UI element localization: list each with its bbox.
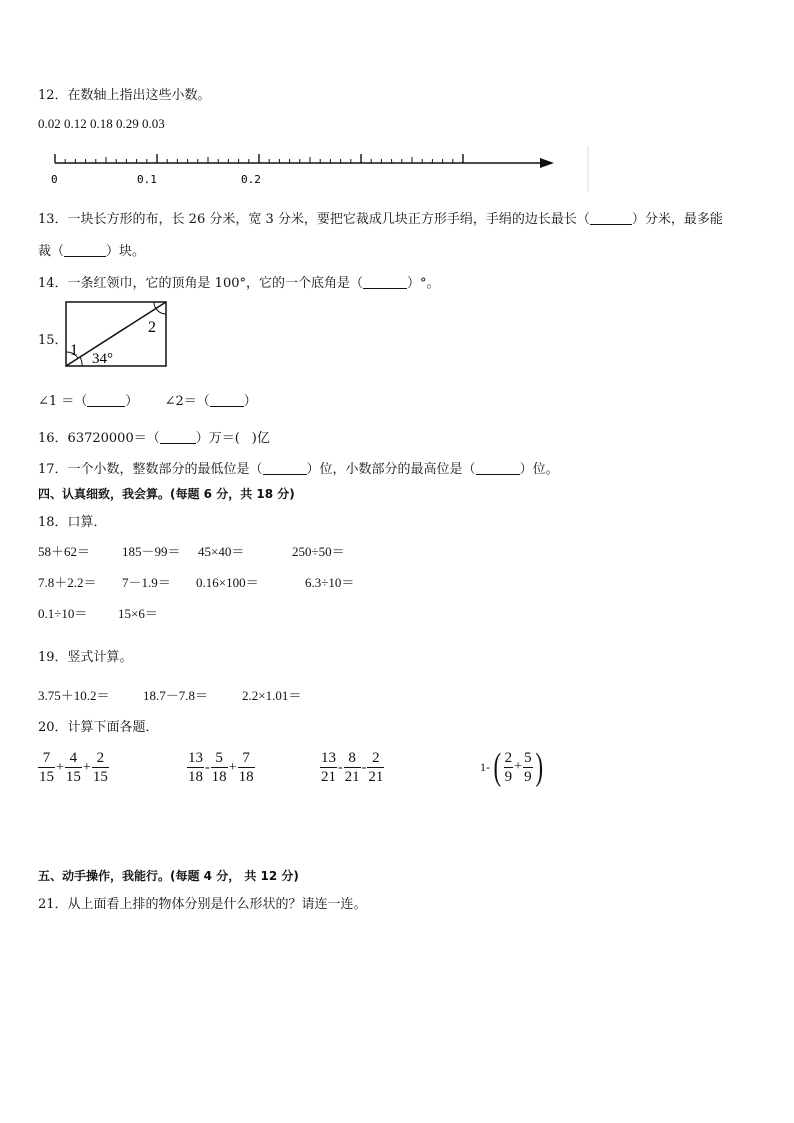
q20-expr-3: $\frac{13}{21}$ - $\frac{8}{21}$ - $\frac{2}{21}$ — [321, 750, 384, 785]
q18-r1-c1: 58＋62＝ — [38, 544, 91, 559]
q16-text-c: )亿 — [251, 431, 270, 446]
axis-label-0: 0 — [51, 173, 58, 186]
number-line-ticks — [55, 154, 463, 163]
angle1-label: 1 — [70, 342, 78, 359]
q14-line — [38, 272, 440, 291]
q17-blank-2[interactable] — [476, 462, 520, 475]
q15-answers — [38, 390, 257, 409]
fraction: $\frac{7}{18}$ — [238, 750, 254, 785]
q19-title: 19．竖式计算。 — [38, 650, 133, 665]
fraction: $\frac{2}{9}$ — [504, 749, 513, 785]
q13-text-c: 裁（ — [38, 244, 65, 259]
angle2-label: 2 — [148, 319, 156, 336]
q13-text-b: ）分米，最多能 — [631, 212, 723, 227]
q14-text-a: 14．一条红领巾，它的顶角是 100°，它的一个底角是（ — [38, 276, 363, 291]
q15-blank-2[interactable] — [210, 394, 244, 407]
q18-r3-c2: 15×6＝ — [118, 606, 158, 621]
fraction: $\frac{5}{18}$ — [211, 750, 227, 785]
q12-decimals: 0.02 0.12 0.18 0.29 0.03 — [38, 116, 165, 131]
q18-r2-c1: 7.8＋2.2＝ — [38, 575, 97, 590]
q18-r3-c1: 0.1÷10＝ — [38, 606, 88, 621]
q18-r1-c2: 185－99＝ — [122, 544, 181, 559]
q18-r1-c4: 250÷50＝ — [292, 544, 345, 559]
q16-line — [38, 427, 270, 446]
q19-item-2: 18.7－7.8＝ — [143, 688, 209, 703]
q13-blank-2[interactable] — [64, 244, 106, 257]
fraction: $\frac{13}{21}$ — [321, 750, 336, 785]
q20-expr-1: $\frac{7}{15}$ + $\frac{4}{15}$ + $\frac{2}{15}$ — [39, 750, 108, 785]
q13-line1 — [38, 208, 723, 227]
q19-item-3: 2.2×1.01＝ — [242, 688, 302, 703]
q14-text-b: ）°。 — [407, 276, 440, 291]
q18-title: 18．口算． — [38, 515, 107, 530]
fraction: $\frac{7}{15}$ — [39, 750, 54, 785]
fraction: $\frac{13}{18}$ — [188, 750, 203, 785]
q17-text-b: ）位，小数部分的最高位是（ — [306, 462, 476, 477]
q18-r2-c2: 7－1.9＝ — [122, 575, 171, 590]
q12-prompt: 12．在数轴上指出这些小数。 — [38, 88, 211, 103]
q15-blank-1[interactable] — [87, 394, 125, 407]
q16-blank-1[interactable] — [160, 431, 196, 444]
q13-line2 — [38, 240, 145, 259]
q21-prompt: 21．从上面看上排的物体分别是什么形状的？请连一连。 — [38, 897, 367, 912]
q20-expr-4: 1- ( $\frac{2}{9}$ + $\frac{5}{9}$ ) — [480, 746, 543, 788]
angle34-arc — [80, 357, 82, 366]
section5-heading: 五、动手操作，我能行。(每题 4 分， 共 12 分) — [38, 869, 299, 883]
q17-blank-1[interactable] — [263, 462, 307, 475]
q16-text-b: ）万＝( — [195, 431, 240, 446]
rectangle-figure — [62, 300, 170, 370]
q15-ans2-b: ） — [243, 394, 257, 409]
q13-blank-1[interactable] — [590, 212, 632, 225]
q16-text-a: 16．63720000＝（ — [38, 431, 160, 446]
angle-value-label: 34° — [92, 351, 113, 367]
q17-line — [38, 458, 559, 477]
section4-heading: 四、认真细致，我会算。(每题 6 分，共 18 分) — [38, 487, 295, 501]
q15-ans1-b: ） — [125, 394, 139, 409]
fraction: $\frac{8}{21}$ — [344, 750, 360, 785]
q18-r1-c3: 45×40＝ — [198, 544, 245, 559]
q17-text-c: ）位。 — [519, 462, 559, 477]
axis-label-0-2: 0.2 — [241, 173, 261, 186]
axis-label-0-1: 0.1 — [137, 173, 157, 186]
q14-blank[interactable] — [363, 276, 407, 289]
fraction: $\frac{2}{21}$ — [368, 750, 384, 785]
number-line — [40, 142, 600, 194]
fraction: $\frac{4}{15}$ — [65, 750, 81, 785]
q15-ans1-a: ∠1 ＝（ — [38, 394, 88, 409]
fraction: $\frac{5}{9}$ — [524, 749, 532, 785]
q19-item-1: 3.75＋10.2＝ — [38, 688, 110, 703]
q18-r2-c3: 0.16×100＝ — [196, 575, 259, 590]
q20-expr-2: $\frac{13}{18}$ - $\frac{5}{18}$ + $\frac{7}{18}$ — [188, 750, 254, 785]
q15-number: 15． — [38, 333, 68, 348]
q18-r2-c4: 6.3÷10＝ — [305, 575, 355, 590]
q20-title: 20．计算下面各题． — [38, 720, 159, 735]
q15-ans2-a: ∠2＝（ — [164, 394, 210, 409]
fraction: $\frac{2}{15}$ — [92, 750, 108, 785]
q13-text-d: ）块。 — [106, 244, 146, 259]
q17-text-a: 17．一个小数，整数部分的最低位是（ — [38, 462, 263, 477]
number-line-arrow — [540, 158, 554, 168]
q13-text-a: 13．一块长方形的布，长 26 分米，宽 3 分米，要把它裁成几块正方形手绢，手绢的边长最长（ — [38, 212, 590, 227]
